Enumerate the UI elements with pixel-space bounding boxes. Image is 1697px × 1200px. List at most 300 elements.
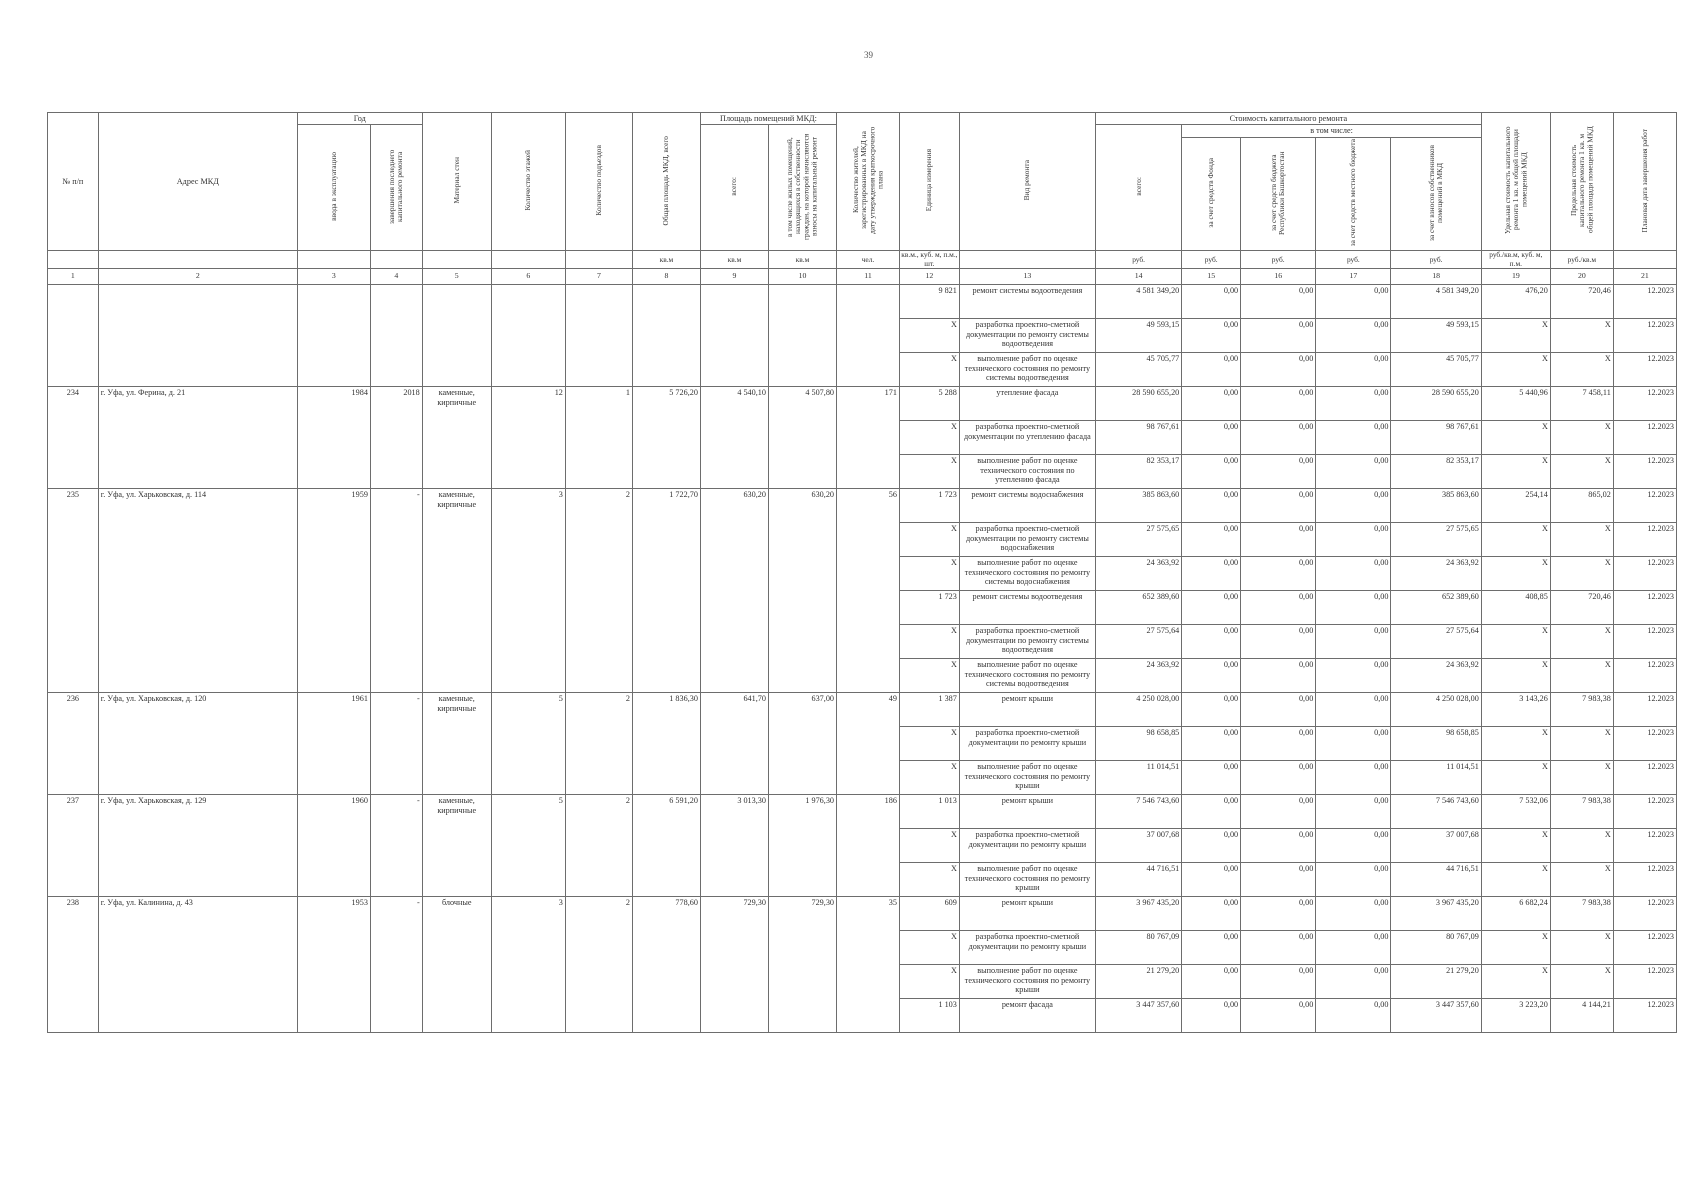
hdr-residents: Количество жителей, зарегистрированных в МКД на дату утверждения краткосрочного плана bbox=[837, 113, 900, 251]
area-residential bbox=[768, 625, 836, 659]
unit-cell bbox=[491, 251, 565, 269]
area-all bbox=[700, 965, 768, 999]
floor-count bbox=[491, 455, 565, 489]
last-repair-year: - bbox=[370, 897, 422, 931]
work-quantity: 1 387 bbox=[899, 693, 959, 727]
column-number: 5 bbox=[422, 269, 491, 285]
building-address bbox=[98, 455, 297, 489]
column-number: 4 bbox=[370, 269, 422, 285]
building-address bbox=[98, 625, 297, 659]
area-all bbox=[700, 829, 768, 863]
total-area bbox=[632, 965, 700, 999]
unit-cost: X bbox=[1481, 761, 1550, 795]
unit-cost: X bbox=[1481, 625, 1550, 659]
entrance-count bbox=[565, 523, 632, 557]
work-quantity: X bbox=[899, 659, 959, 693]
row-number bbox=[48, 931, 99, 965]
limit-cost: X bbox=[1550, 659, 1613, 693]
hdr-cost-incl: в том числе: bbox=[1182, 125, 1482, 137]
cost-rb: 0,00 bbox=[1241, 863, 1316, 897]
last-repair-year bbox=[370, 659, 422, 693]
column-number: 11 bbox=[837, 269, 900, 285]
cost-owners: 21 279,20 bbox=[1391, 965, 1481, 999]
area-residential bbox=[768, 829, 836, 863]
cost-total: 652 389,60 bbox=[1095, 591, 1181, 625]
repair-kind: ремонт фасада bbox=[959, 999, 1095, 1033]
cost-fund: 0,00 bbox=[1182, 455, 1241, 489]
last-repair-year bbox=[370, 761, 422, 795]
resident-count: 171 bbox=[837, 387, 900, 421]
hdr-cost-fund: за счет средств Фонда bbox=[1182, 137, 1241, 250]
table-row bbox=[48, 625, 1677, 659]
cost-rb: 0,00 bbox=[1241, 591, 1316, 625]
building-address bbox=[98, 999, 297, 1033]
cost-fund: 0,00 bbox=[1182, 829, 1241, 863]
wall-material: каменные, кирпичные bbox=[422, 693, 491, 727]
table-row bbox=[48, 489, 1677, 523]
limit-cost: 7 983,38 bbox=[1550, 897, 1613, 931]
unit-cell bbox=[1613, 251, 1676, 269]
work-quantity: X bbox=[899, 455, 959, 489]
wall-material: каменные, кирпичные bbox=[422, 795, 491, 829]
unit-cell: чел. bbox=[837, 251, 900, 269]
limit-cost: X bbox=[1550, 319, 1613, 353]
cost-owners: 3 447 357,60 bbox=[1391, 999, 1481, 1033]
commission-year: 1953 bbox=[297, 897, 370, 931]
building-address bbox=[98, 727, 297, 761]
hdr-cost-total: всего: bbox=[1095, 125, 1181, 251]
resident-count bbox=[837, 659, 900, 693]
cost-owners: 385 863,60 bbox=[1391, 489, 1481, 523]
unit-cell bbox=[98, 251, 297, 269]
resident-count bbox=[837, 625, 900, 659]
cost-local: 0,00 bbox=[1316, 999, 1391, 1033]
entrance-count: 2 bbox=[565, 693, 632, 727]
area-all: 641,70 bbox=[700, 693, 768, 727]
area-all bbox=[700, 931, 768, 965]
commission-year bbox=[297, 727, 370, 761]
cost-fund: 0,00 bbox=[1182, 387, 1241, 421]
cost-fund: 0,00 bbox=[1182, 727, 1241, 761]
resident-count bbox=[837, 591, 900, 625]
wall-material bbox=[422, 319, 491, 353]
row-number bbox=[48, 659, 99, 693]
work-quantity: X bbox=[899, 421, 959, 455]
entrance-count bbox=[565, 829, 632, 863]
hdr-entrances: Количество подъездов bbox=[565, 113, 632, 251]
cost-owners: 7 546 743,60 bbox=[1391, 795, 1481, 829]
wall-material bbox=[422, 625, 491, 659]
unit-cell: руб. bbox=[1391, 251, 1481, 269]
building-address: г. Уфа, ул. Калинина, д. 43 bbox=[98, 897, 297, 931]
cost-rb: 0,00 bbox=[1241, 625, 1316, 659]
entrance-count bbox=[565, 591, 632, 625]
work-quantity: X bbox=[899, 863, 959, 897]
entrance-count bbox=[565, 863, 632, 897]
unit-cell: руб./кв.м, куб. м, п.м. bbox=[1481, 251, 1550, 269]
column-number: 15 bbox=[1182, 269, 1241, 285]
table-row bbox=[48, 557, 1677, 591]
area-all bbox=[700, 285, 768, 319]
unit-cost: X bbox=[1481, 965, 1550, 999]
unit-cell: руб. bbox=[1095, 251, 1181, 269]
unit-cell: руб./кв.м bbox=[1550, 251, 1613, 269]
commission-year bbox=[297, 999, 370, 1033]
last-repair-year bbox=[370, 455, 422, 489]
unit-cost: X bbox=[1481, 557, 1550, 591]
total-area bbox=[632, 523, 700, 557]
limit-cost: X bbox=[1550, 727, 1613, 761]
cost-rb: 0,00 bbox=[1241, 489, 1316, 523]
resident-count bbox=[837, 999, 900, 1033]
total-area: 5 726,20 bbox=[632, 387, 700, 421]
total-area bbox=[632, 761, 700, 795]
cost-total: 98 767,61 bbox=[1095, 421, 1181, 455]
cost-total: 37 007,68 bbox=[1095, 829, 1181, 863]
cost-owners: 98 767,61 bbox=[1391, 421, 1481, 455]
work-quantity: 9 821 bbox=[899, 285, 959, 319]
total-area bbox=[632, 999, 700, 1033]
row-number: 235 bbox=[48, 489, 99, 523]
table-row bbox=[48, 421, 1677, 455]
unit-cost: 408,85 bbox=[1481, 591, 1550, 625]
unit-cell bbox=[48, 251, 99, 269]
wall-material bbox=[422, 727, 491, 761]
cost-rb: 0,00 bbox=[1241, 387, 1316, 421]
entrance-count bbox=[565, 727, 632, 761]
area-all bbox=[700, 353, 768, 387]
table-row bbox=[48, 727, 1677, 761]
wall-material bbox=[422, 659, 491, 693]
row-number bbox=[48, 999, 99, 1033]
planned-date: 12.2023 bbox=[1613, 897, 1676, 931]
last-repair-year: - bbox=[370, 693, 422, 727]
table-row bbox=[48, 897, 1677, 931]
unit-cell: кв.м bbox=[700, 251, 768, 269]
column-number: 13 bbox=[959, 269, 1095, 285]
limit-cost: 7 983,38 bbox=[1550, 693, 1613, 727]
hdr-planned-date: Плановая дата завершения работ bbox=[1613, 113, 1676, 251]
table-row bbox=[48, 285, 1677, 319]
floor-count: 5 bbox=[491, 795, 565, 829]
limit-cost: X bbox=[1550, 761, 1613, 795]
floor-count bbox=[491, 285, 565, 319]
cost-local: 0,00 bbox=[1316, 897, 1391, 931]
column-number: 9 bbox=[700, 269, 768, 285]
hdr-year-group: Год bbox=[297, 113, 422, 125]
repair-kind: ремонт крыши bbox=[959, 693, 1095, 727]
area-all: 4 540,10 bbox=[700, 387, 768, 421]
resident-count bbox=[837, 863, 900, 897]
resident-count bbox=[837, 761, 900, 795]
limit-cost: X bbox=[1550, 931, 1613, 965]
cost-local: 0,00 bbox=[1316, 761, 1391, 795]
cost-rb: 0,00 bbox=[1241, 829, 1316, 863]
last-repair-year: - bbox=[370, 489, 422, 523]
table-row bbox=[48, 353, 1677, 387]
floor-count bbox=[491, 591, 565, 625]
hdr-last-repair-year: завершения последнего капитального ремонта bbox=[370, 125, 422, 251]
planned-date: 12.2023 bbox=[1613, 591, 1676, 625]
wall-material bbox=[422, 863, 491, 897]
area-residential bbox=[768, 421, 836, 455]
limit-cost: 4 144,21 bbox=[1550, 999, 1613, 1033]
total-area bbox=[632, 455, 700, 489]
row-number bbox=[48, 829, 99, 863]
area-all bbox=[700, 523, 768, 557]
unit-cell: руб. bbox=[1241, 251, 1316, 269]
cost-rb: 0,00 bbox=[1241, 999, 1316, 1033]
total-area: 6 591,20 bbox=[632, 795, 700, 829]
floor-count bbox=[491, 761, 565, 795]
cost-owners: 45 705,77 bbox=[1391, 353, 1481, 387]
cost-fund: 0,00 bbox=[1182, 693, 1241, 727]
area-residential bbox=[768, 353, 836, 387]
cost-local: 0,00 bbox=[1316, 625, 1391, 659]
area-all bbox=[700, 421, 768, 455]
cost-total: 4 250 028,00 bbox=[1095, 693, 1181, 727]
cost-local: 0,00 bbox=[1316, 931, 1391, 965]
resident-count bbox=[837, 421, 900, 455]
limit-cost: 865,02 bbox=[1550, 489, 1613, 523]
last-repair-year bbox=[370, 591, 422, 625]
cost-owners: 80 767,09 bbox=[1391, 931, 1481, 965]
unit-cost: 476,20 bbox=[1481, 285, 1550, 319]
planned-date: 12.2023 bbox=[1613, 455, 1676, 489]
wall-material bbox=[422, 455, 491, 489]
repair-kind: выполнение работ по оценке технического состояния по утеплению фасада bbox=[959, 455, 1095, 489]
area-residential bbox=[768, 727, 836, 761]
cost-total: 28 590 655,20 bbox=[1095, 387, 1181, 421]
planned-date: 12.2023 bbox=[1613, 999, 1676, 1033]
last-repair-year bbox=[370, 319, 422, 353]
cost-local: 0,00 bbox=[1316, 523, 1391, 557]
area-residential: 630,20 bbox=[768, 489, 836, 523]
wall-material bbox=[422, 353, 491, 387]
resident-count: 49 bbox=[837, 693, 900, 727]
row-number bbox=[48, 591, 99, 625]
commission-year bbox=[297, 557, 370, 591]
last-repair-year bbox=[370, 931, 422, 965]
planned-date: 12.2023 bbox=[1613, 625, 1676, 659]
cost-local: 0,00 bbox=[1316, 421, 1391, 455]
area-residential: 4 507,80 bbox=[768, 387, 836, 421]
last-repair-year bbox=[370, 353, 422, 387]
entrance-count bbox=[565, 965, 632, 999]
repair-kind: ремонт системы водоснабжения bbox=[959, 489, 1095, 523]
repair-kind: разработка проектно-сметной документации по ремонту системы водоотведения bbox=[959, 319, 1095, 353]
entrance-count bbox=[565, 659, 632, 693]
floor-count: 5 bbox=[491, 693, 565, 727]
limit-cost: 7 983,38 bbox=[1550, 795, 1613, 829]
limit-cost: 7 458,11 bbox=[1550, 387, 1613, 421]
total-area bbox=[632, 829, 700, 863]
hdr-limit-cost: Предельная стоимость капитального ремонта 1 кв. м общей площади помещений МКД bbox=[1550, 113, 1613, 251]
cost-fund: 0,00 bbox=[1182, 897, 1241, 931]
cost-owners: 24 363,92 bbox=[1391, 557, 1481, 591]
unit-cost: 7 532,06 bbox=[1481, 795, 1550, 829]
cost-fund: 0,00 bbox=[1182, 761, 1241, 795]
work-quantity: 1 013 bbox=[899, 795, 959, 829]
table-header bbox=[48, 113, 1677, 285]
column-number: 21 bbox=[1613, 269, 1676, 285]
floor-count bbox=[491, 421, 565, 455]
commission-year bbox=[297, 659, 370, 693]
cost-local: 0,00 bbox=[1316, 795, 1391, 829]
hdr-commission-year: ввода в эксплуатацию bbox=[297, 125, 370, 251]
entrance-count: 2 bbox=[565, 489, 632, 523]
unit-cell bbox=[297, 251, 370, 269]
repair-kind: разработка проектно-сметной документации по ремонту крыши bbox=[959, 829, 1095, 863]
cost-local: 0,00 bbox=[1316, 693, 1391, 727]
area-all bbox=[700, 863, 768, 897]
area-all: 3 013,30 bbox=[700, 795, 768, 829]
planned-date: 12.2023 bbox=[1613, 557, 1676, 591]
building-address bbox=[98, 285, 297, 319]
cost-local: 0,00 bbox=[1316, 591, 1391, 625]
repair-kind: разработка проектно-сметной документации по ремонту крыши bbox=[959, 727, 1095, 761]
cost-rb: 0,00 bbox=[1241, 795, 1316, 829]
cost-owners: 11 014,51 bbox=[1391, 761, 1481, 795]
row-number bbox=[48, 761, 99, 795]
area-residential bbox=[768, 761, 836, 795]
column-number: 2 bbox=[98, 269, 297, 285]
hdr-cost-rb: за счет средств бюджета Республики Башкортостан bbox=[1241, 137, 1316, 250]
limit-cost: X bbox=[1550, 557, 1613, 591]
cost-fund: 0,00 bbox=[1182, 795, 1241, 829]
last-repair-year: - bbox=[370, 795, 422, 829]
floor-count bbox=[491, 659, 565, 693]
planned-date: 12.2023 bbox=[1613, 659, 1676, 693]
cost-fund: 0,00 bbox=[1182, 591, 1241, 625]
entrance-count: 1 bbox=[565, 387, 632, 421]
total-area: 1 722,70 bbox=[632, 489, 700, 523]
area-residential bbox=[768, 455, 836, 489]
unit-cost: X bbox=[1481, 421, 1550, 455]
floor-count bbox=[491, 625, 565, 659]
limit-cost: X bbox=[1550, 863, 1613, 897]
planned-date: 12.2023 bbox=[1613, 965, 1676, 999]
column-number: 19 bbox=[1481, 269, 1550, 285]
total-area bbox=[632, 557, 700, 591]
area-residential: 1 976,30 bbox=[768, 795, 836, 829]
building-address bbox=[98, 319, 297, 353]
repair-kind: выполнение работ по оценке технического состояния по ремонту крыши bbox=[959, 965, 1095, 999]
cost-fund: 0,00 bbox=[1182, 557, 1241, 591]
last-repair-year bbox=[370, 727, 422, 761]
row-number bbox=[48, 421, 99, 455]
table-row bbox=[48, 761, 1677, 795]
building-address: г. Уфа, ул. Ферина, д. 21 bbox=[98, 387, 297, 421]
units-row bbox=[48, 251, 1677, 269]
planned-date: 12.2023 bbox=[1613, 829, 1676, 863]
floor-count bbox=[491, 999, 565, 1033]
cost-total: 4 581 349,20 bbox=[1095, 285, 1181, 319]
row-number bbox=[48, 863, 99, 897]
floor-count bbox=[491, 353, 565, 387]
last-repair-year bbox=[370, 557, 422, 591]
hdr-wall-material: Материал стен bbox=[422, 113, 491, 251]
floor-count bbox=[491, 863, 565, 897]
row-number bbox=[48, 319, 99, 353]
cost-owners: 98 658,85 bbox=[1391, 727, 1481, 761]
table-row bbox=[48, 829, 1677, 863]
area-all bbox=[700, 999, 768, 1033]
entrance-count bbox=[565, 761, 632, 795]
wall-material bbox=[422, 965, 491, 999]
unit-cost: X bbox=[1481, 863, 1550, 897]
cost-total: 80 767,09 bbox=[1095, 931, 1181, 965]
cost-rb: 0,00 bbox=[1241, 421, 1316, 455]
total-area bbox=[632, 319, 700, 353]
unit-cell bbox=[959, 251, 1095, 269]
floor-count bbox=[491, 557, 565, 591]
cost-local: 0,00 bbox=[1316, 727, 1391, 761]
resident-count bbox=[837, 523, 900, 557]
column-number: 12 bbox=[899, 269, 959, 285]
work-quantity: X bbox=[899, 625, 959, 659]
resident-count: 56 bbox=[837, 489, 900, 523]
last-repair-year bbox=[370, 625, 422, 659]
limit-cost: X bbox=[1550, 625, 1613, 659]
cost-fund: 0,00 bbox=[1182, 285, 1241, 319]
cost-rb: 0,00 bbox=[1241, 965, 1316, 999]
row-number bbox=[48, 353, 99, 387]
cost-total: 24 363,92 bbox=[1095, 659, 1181, 693]
area-all bbox=[700, 761, 768, 795]
resident-count bbox=[837, 353, 900, 387]
row-number bbox=[48, 965, 99, 999]
table-row bbox=[48, 591, 1677, 625]
building-address bbox=[98, 591, 297, 625]
repair-kind: утепление фасада bbox=[959, 387, 1095, 421]
entrance-count: 2 bbox=[565, 897, 632, 931]
column-number: 7 bbox=[565, 269, 632, 285]
cost-owners: 49 593,15 bbox=[1391, 319, 1481, 353]
hdr-cost-owners: за счет взносов собственников помещений в МКД bbox=[1391, 137, 1481, 250]
floor-count bbox=[491, 319, 565, 353]
table-row bbox=[48, 931, 1677, 965]
area-residential bbox=[768, 523, 836, 557]
total-area bbox=[632, 353, 700, 387]
unit-cost: X bbox=[1481, 659, 1550, 693]
table-row bbox=[48, 659, 1677, 693]
unit-cell bbox=[422, 251, 491, 269]
building-address bbox=[98, 523, 297, 557]
area-residential: 637,00 bbox=[768, 693, 836, 727]
repair-kind: выполнение работ по оценке технического состояния по ремонту системы водоснабжения bbox=[959, 557, 1095, 591]
entrance-count bbox=[565, 353, 632, 387]
resident-count bbox=[837, 557, 900, 591]
page-number: 39 bbox=[864, 50, 873, 60]
resident-count: 186 bbox=[837, 795, 900, 829]
repair-kind: выполнение работ по оценке технического состояния по ремонту крыши bbox=[959, 863, 1095, 897]
planned-date: 12.2023 bbox=[1613, 319, 1676, 353]
total-area: 778,60 bbox=[632, 897, 700, 931]
cost-fund: 0,00 bbox=[1182, 489, 1241, 523]
hdr-total-area: Общая площадь МКД, всего bbox=[632, 113, 700, 251]
cost-local: 0,00 bbox=[1316, 387, 1391, 421]
cost-local: 0,00 bbox=[1316, 863, 1391, 897]
unit-cost: 3 143,26 bbox=[1481, 693, 1550, 727]
work-quantity: X bbox=[899, 557, 959, 591]
unit-cost: 5 440,96 bbox=[1481, 387, 1550, 421]
wall-material bbox=[422, 591, 491, 625]
cost-fund: 0,00 bbox=[1182, 421, 1241, 455]
cost-rb: 0,00 bbox=[1241, 523, 1316, 557]
column-number: 8 bbox=[632, 269, 700, 285]
row-number: 236 bbox=[48, 693, 99, 727]
